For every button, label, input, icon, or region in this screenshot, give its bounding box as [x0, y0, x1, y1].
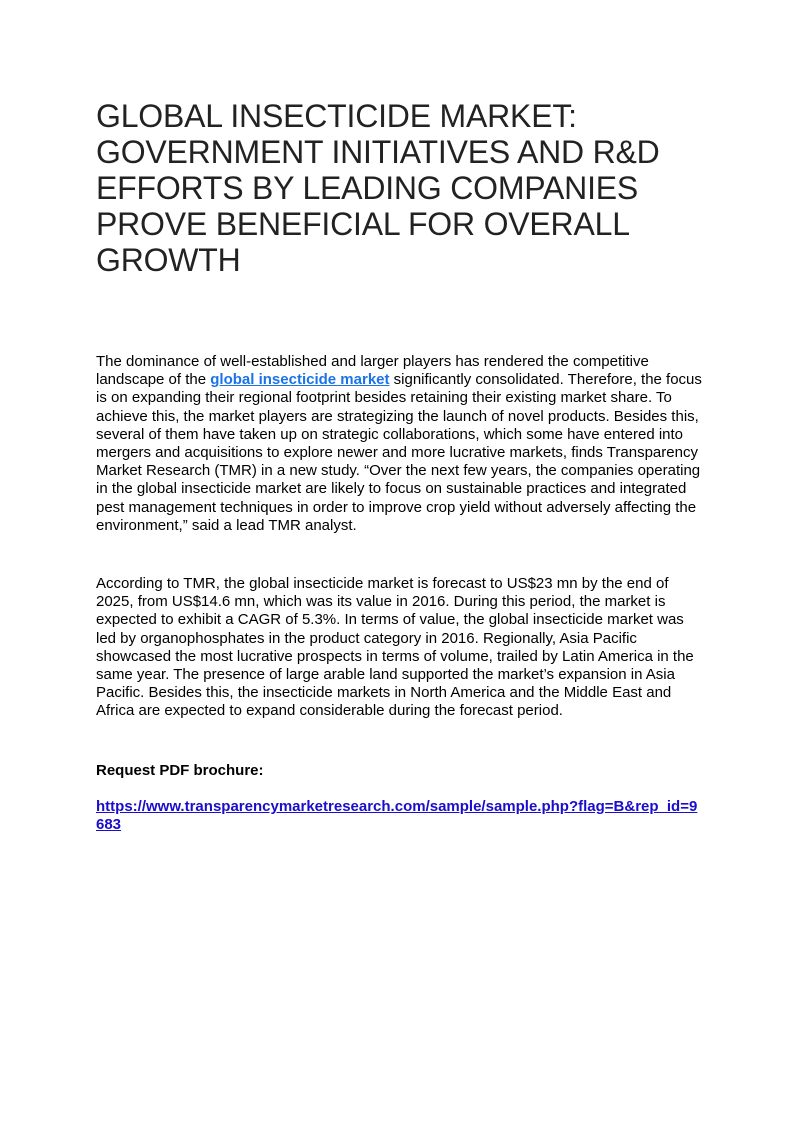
- document-title: GLOBAL INSECTICIDE MARKET: GOVERNMENT INITIATIVES AND R&D EFFORTS BY LEADING COMPANIES PROVE BENEFICIAL FOR OVERALL GROWTH: [96, 98, 660, 278]
- brochure-heading: Request PDF brochure:: [96, 762, 264, 779]
- intro-paragraph-text-start: The dominance of well-established and larger players has rendered the competitive landscape of the: [96, 353, 649, 389]
- intro-paragraph-text-end: significantly consolidated. Therefore, the focus is on expanding their regional footprint besides retaining their existing market share. To achieve this, the market players are strategizing the launch of novel products. Besides this, several of them have taken up on strategic collaborations, which some have entered into mergers and acquisitions to explore newer and more lucrative markets, finds Transparency Market Research (TMR) in a new study. “Over the next few years, the companies operating in the global insecticide market are likely to focus on sustainable practices and integrated pest management techniques in order to improve crop yield without adversely affecting the environment,” said a lead TMR analyst.: [96, 371, 702, 534]
- global-insecticide-market-link[interactable]: global insecticide market: [210, 371, 390, 389]
- intro-paragraph: [96, 353, 702, 535]
- brochure-url-link[interactable]: https://www.transparencymarketresearch.com/sample/sample.php?flag=B&rep_id=9683: [96, 798, 698, 834]
- forecast-paragraph: According to TMR, the global insecticide market is forecast to US$23 mn by the end of 2025, from US$14.6 mn, which was its value in 2016. During this period, the market is expected to exhibit a CAGR of 5.3%. In terms of value, the global insecticide market was led by organophosphates in the product category in 2016. Regionally, Asia Pacific showcased the most lucrative prospects in terms of volume, trailed by Latin America in the same year. The presence of large arable land supported the market’s expansion in Asia Pacific. Besides this, the insecticide markets in North America and the Middle East and Africa are expected to expand considerable during the forecast period.: [96, 575, 694, 720]
